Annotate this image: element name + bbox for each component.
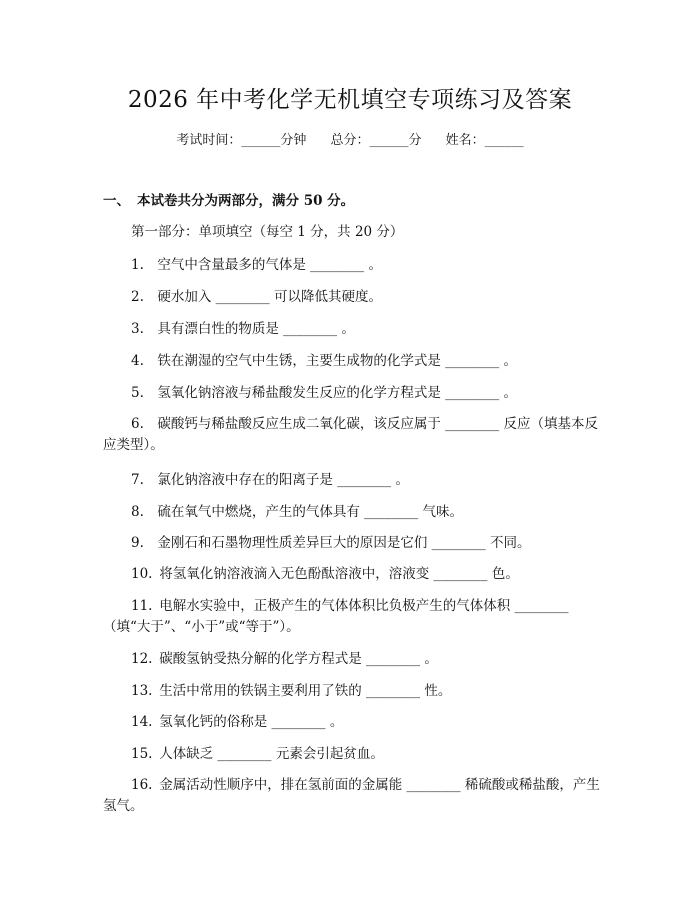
- question-number: 6.: [131, 416, 144, 432]
- question-14: [131, 712, 601, 733]
- question-text: 金刚石和石墨物理性质差异巨大的原因是它们 ________ 不同。: [157, 535, 531, 551]
- question-number: 5.: [131, 385, 144, 401]
- question-number: 2.: [131, 289, 144, 305]
- question-text: 具有漂白性的物质是 ________ 。: [157, 321, 355, 337]
- question-text: 铁在潮湿的空气中生锈，主要生成物的化学式是 ________ 。: [157, 353, 517, 369]
- question-10: [131, 564, 601, 585]
- question-3: [131, 319, 601, 340]
- question-number: 4.: [131, 353, 144, 369]
- question-text: 空气中含量最多的气体是 ________ 。: [157, 257, 382, 273]
- question-text: 碳酸氢钠受热分解的化学方程式是 ________ 。: [159, 651, 438, 667]
- question-text: 氢氧化钠溶液与稀盐酸发生反应的化学方程式是 ________ 。: [157, 385, 517, 401]
- question-16: [103, 775, 603, 817]
- question-text: 金属活动性顺序中，排在氢前面的金属能 ________ 稀硫酸或稀盐酸，产生氢气。: [103, 777, 600, 814]
- question-number: 1.: [131, 257, 144, 273]
- section-number: 一、: [103, 193, 130, 209]
- question-text: 硬水加入 ________ 可以降低其硬度。: [157, 289, 382, 305]
- question-text: 将氢氧化钠溶液滴入无色酚酞溶液中，溶液变 ________ 色。: [159, 566, 519, 582]
- question-number: 14.: [131, 714, 153, 730]
- question-number: 3.: [131, 321, 144, 337]
- question-8: [131, 502, 601, 523]
- question-2: [131, 287, 601, 308]
- question-number: 15.: [131, 746, 153, 762]
- question-13: [131, 681, 601, 702]
- question-number: 7.: [131, 472, 144, 488]
- exam-total-field: 总分：______分: [330, 133, 422, 148]
- question-number: 8.: [131, 504, 144, 520]
- question-text: 生活中常用的铁锅主要利用了铁的 ________ 性。: [159, 683, 452, 699]
- question-1: [131, 255, 601, 276]
- part-one-heading: 第一部分：单项填空（每空 1 分，共 20 分）: [131, 224, 404, 240]
- question-text: 氯化钠溶液中存在的阳离子是 ________ 。: [157, 472, 409, 488]
- question-text: 硫在氧气中燃烧，产生的气体具有 ________ 气味。: [157, 504, 463, 520]
- question-text: 人体缺乏 ________ 元素会引起贫血。: [159, 746, 384, 762]
- question-9: [131, 533, 601, 554]
- question-7: [131, 470, 601, 491]
- exam-time-field: 考试时间：______分钟: [176, 133, 307, 148]
- question-5: [131, 383, 601, 404]
- question-6: [103, 414, 603, 456]
- question-12: [131, 649, 601, 670]
- section-heading-text: 本试卷共分为两部分，满分 50 分。: [137, 193, 355, 209]
- question-number: 10.: [131, 566, 153, 582]
- question-text: 氢氧化钙的俗称是 ________ 。: [159, 714, 344, 730]
- section-heading: [103, 192, 354, 210]
- exam-meta: [0, 132, 700, 150]
- question-number: 11.: [131, 598, 153, 614]
- document-title: 2026 年中考化学无机填空专项练习及答案: [127, 87, 573, 113]
- question-text: 电解水实验中，正极产生的气体体积比负极产生的气体体积 ________（填“大于”、“小于”或“等于”）。: [103, 598, 569, 635]
- question-number: 13.: [131, 683, 153, 699]
- question-15: [131, 744, 601, 765]
- question-number: 12.: [131, 651, 153, 667]
- student-name-field: 姓名：______: [445, 133, 524, 148]
- question-4: [131, 351, 601, 372]
- question-number: 16.: [131, 777, 153, 793]
- question-text: 碳酸钙与稀盐酸反应生成二氧化碳，该反应属于 ________ 反应（填基本反应类型）。: [103, 416, 598, 453]
- question-11: [103, 596, 603, 638]
- question-number: 9.: [131, 535, 144, 551]
